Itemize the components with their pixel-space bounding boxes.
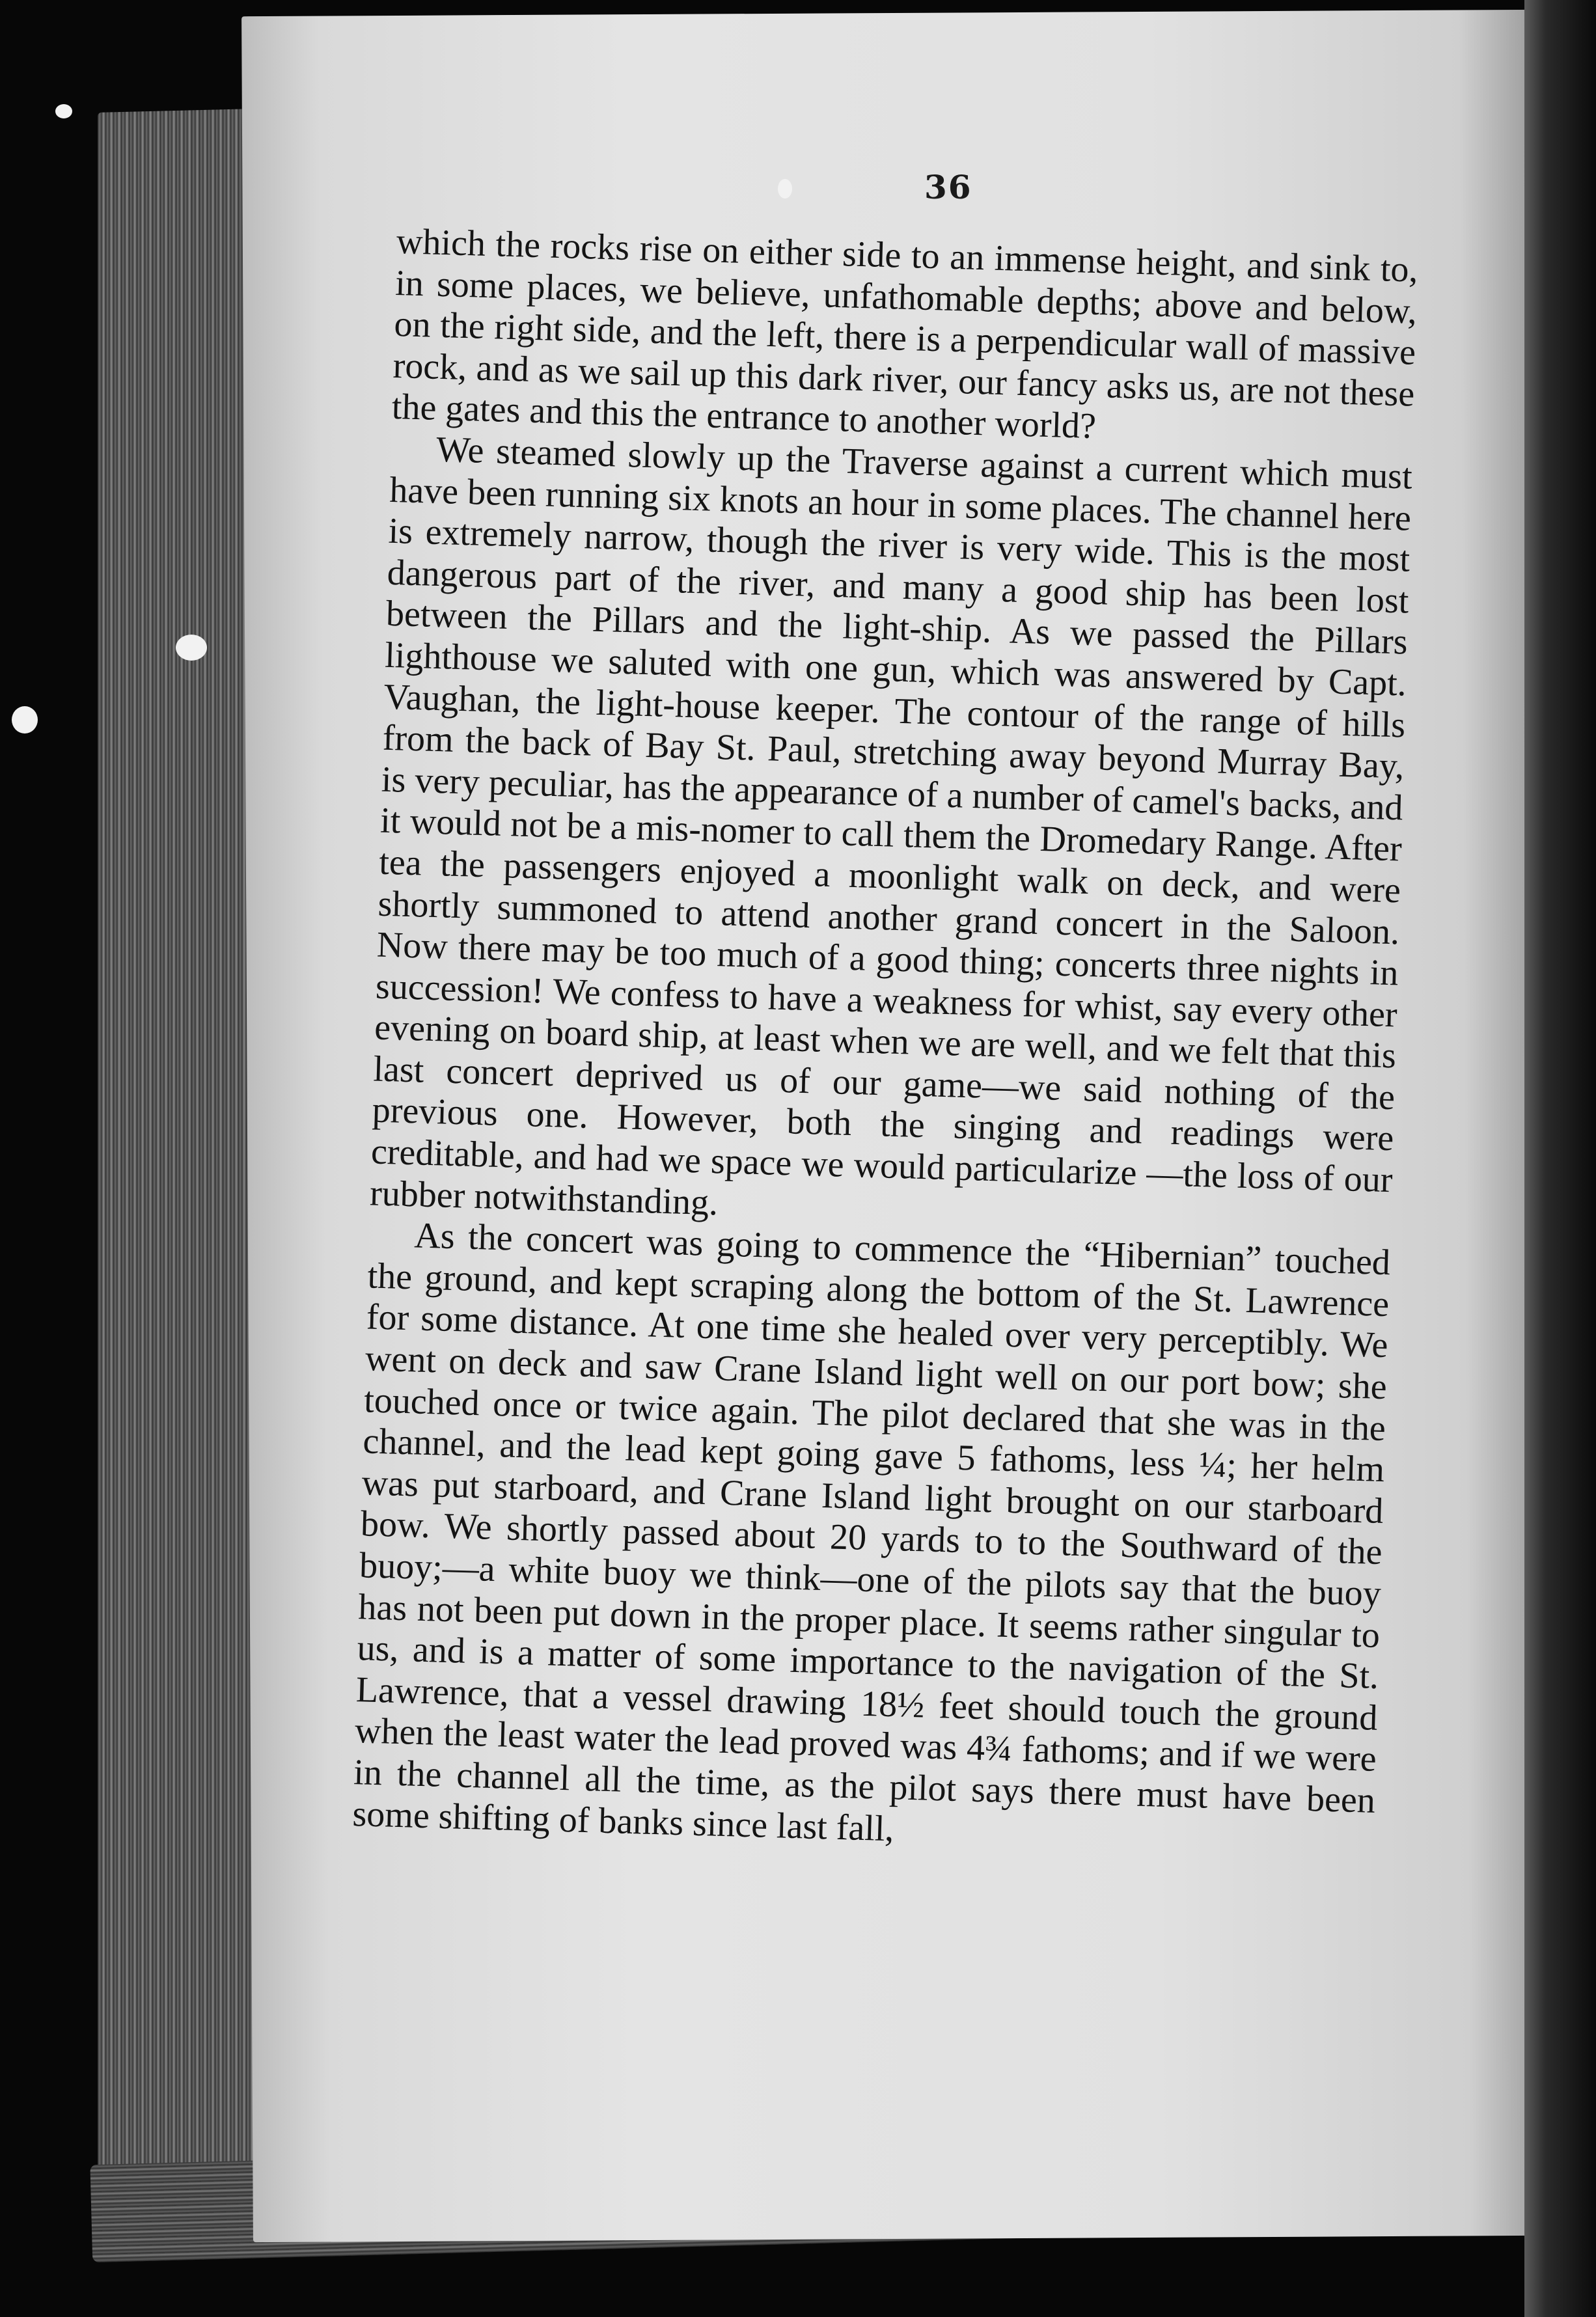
page-number: 36 (924, 168, 972, 206)
right-page-shadow (1524, 0, 1596, 2317)
paragraph-continuation: which the rocks rise on either side to an immense height, and sink to, in some places, we believe, unfathomable depths; above and below, on the right side, and the left, there is a perpendicular wall of massive rock, and as we sail up this dark river, our fancy asks us, are not these the gates and this the entrance to another world? (391, 221, 1419, 447)
page-body-text (346, 221, 1418, 2085)
dust-speck (176, 635, 207, 661)
paragraph-hibernian: As the concert was going to commence the “Hibernian” touched the ground, and kept scraping along the bottom of the St. Lawrence for some distance. At one time she healed over very perceptibly. We went on deck and saw Crane Island light well on our port bow; she touched once or twice again. The pilot declared that she was in the channel, and the lead kept going gave 5 fathoms, less ¼; her helm was put starboard, and Crane Island light brought on our starboard bow. We shortly passed about 20 yards to to the Southward of the buoy;—a white buoy we think—one of the pilots say that the buoy has not been put down in the proper place. It seems rather singular to us, and is a matter of some importance to the navigation of the St. Lawrence, that a vessel drawing 18½ feet should touch the ground when the least water the lead proved was 4¾ fathoms; and if we were in the channel all the time, as the pilot says there must have been some shifting of banks since last fall, (351, 1215, 1391, 1849)
dust-speck (778, 179, 792, 199)
paragraph-traverse: We steamed slowly up the Traverse against a current which must have been running six knots an hour in some places. The channel here is extremely narrow, though the river is very wide. This is the most dangerous part of the river, and many a good ship has been lost between the Pillars and the light-ship. As we passed the Pillars lighthouse we saluted with one gun, which was answered by Capt. Vaughan, the light-house keeper. The contour of the range of hills from the back of Bay St. Paul, stretching away beyond Murray Bay, is very peculiar, has the appearance of a number of camel's backs, and it would not be a mis-nomer to call them the Dromedary Range. After tea the passengers enjoyed a moonlight walk on deck, and were shortly summoned to attend another grand concert in the Saloon. Now there may be too much of a good thing; concerts three nights in succession! We confess to have a weakness for whist, say every other evening on board ship, at least when we are well, and we felt that this last concert deprived us of our game—we said nothing of the previous one. However, both the singing and readings were creditable, and had we space we would particularize —the loss of our rubber notwithstanding. (369, 429, 1413, 1224)
dust-speck (55, 104, 72, 118)
dust-speck (12, 706, 38, 733)
page-edge-stack-left (98, 109, 254, 2221)
